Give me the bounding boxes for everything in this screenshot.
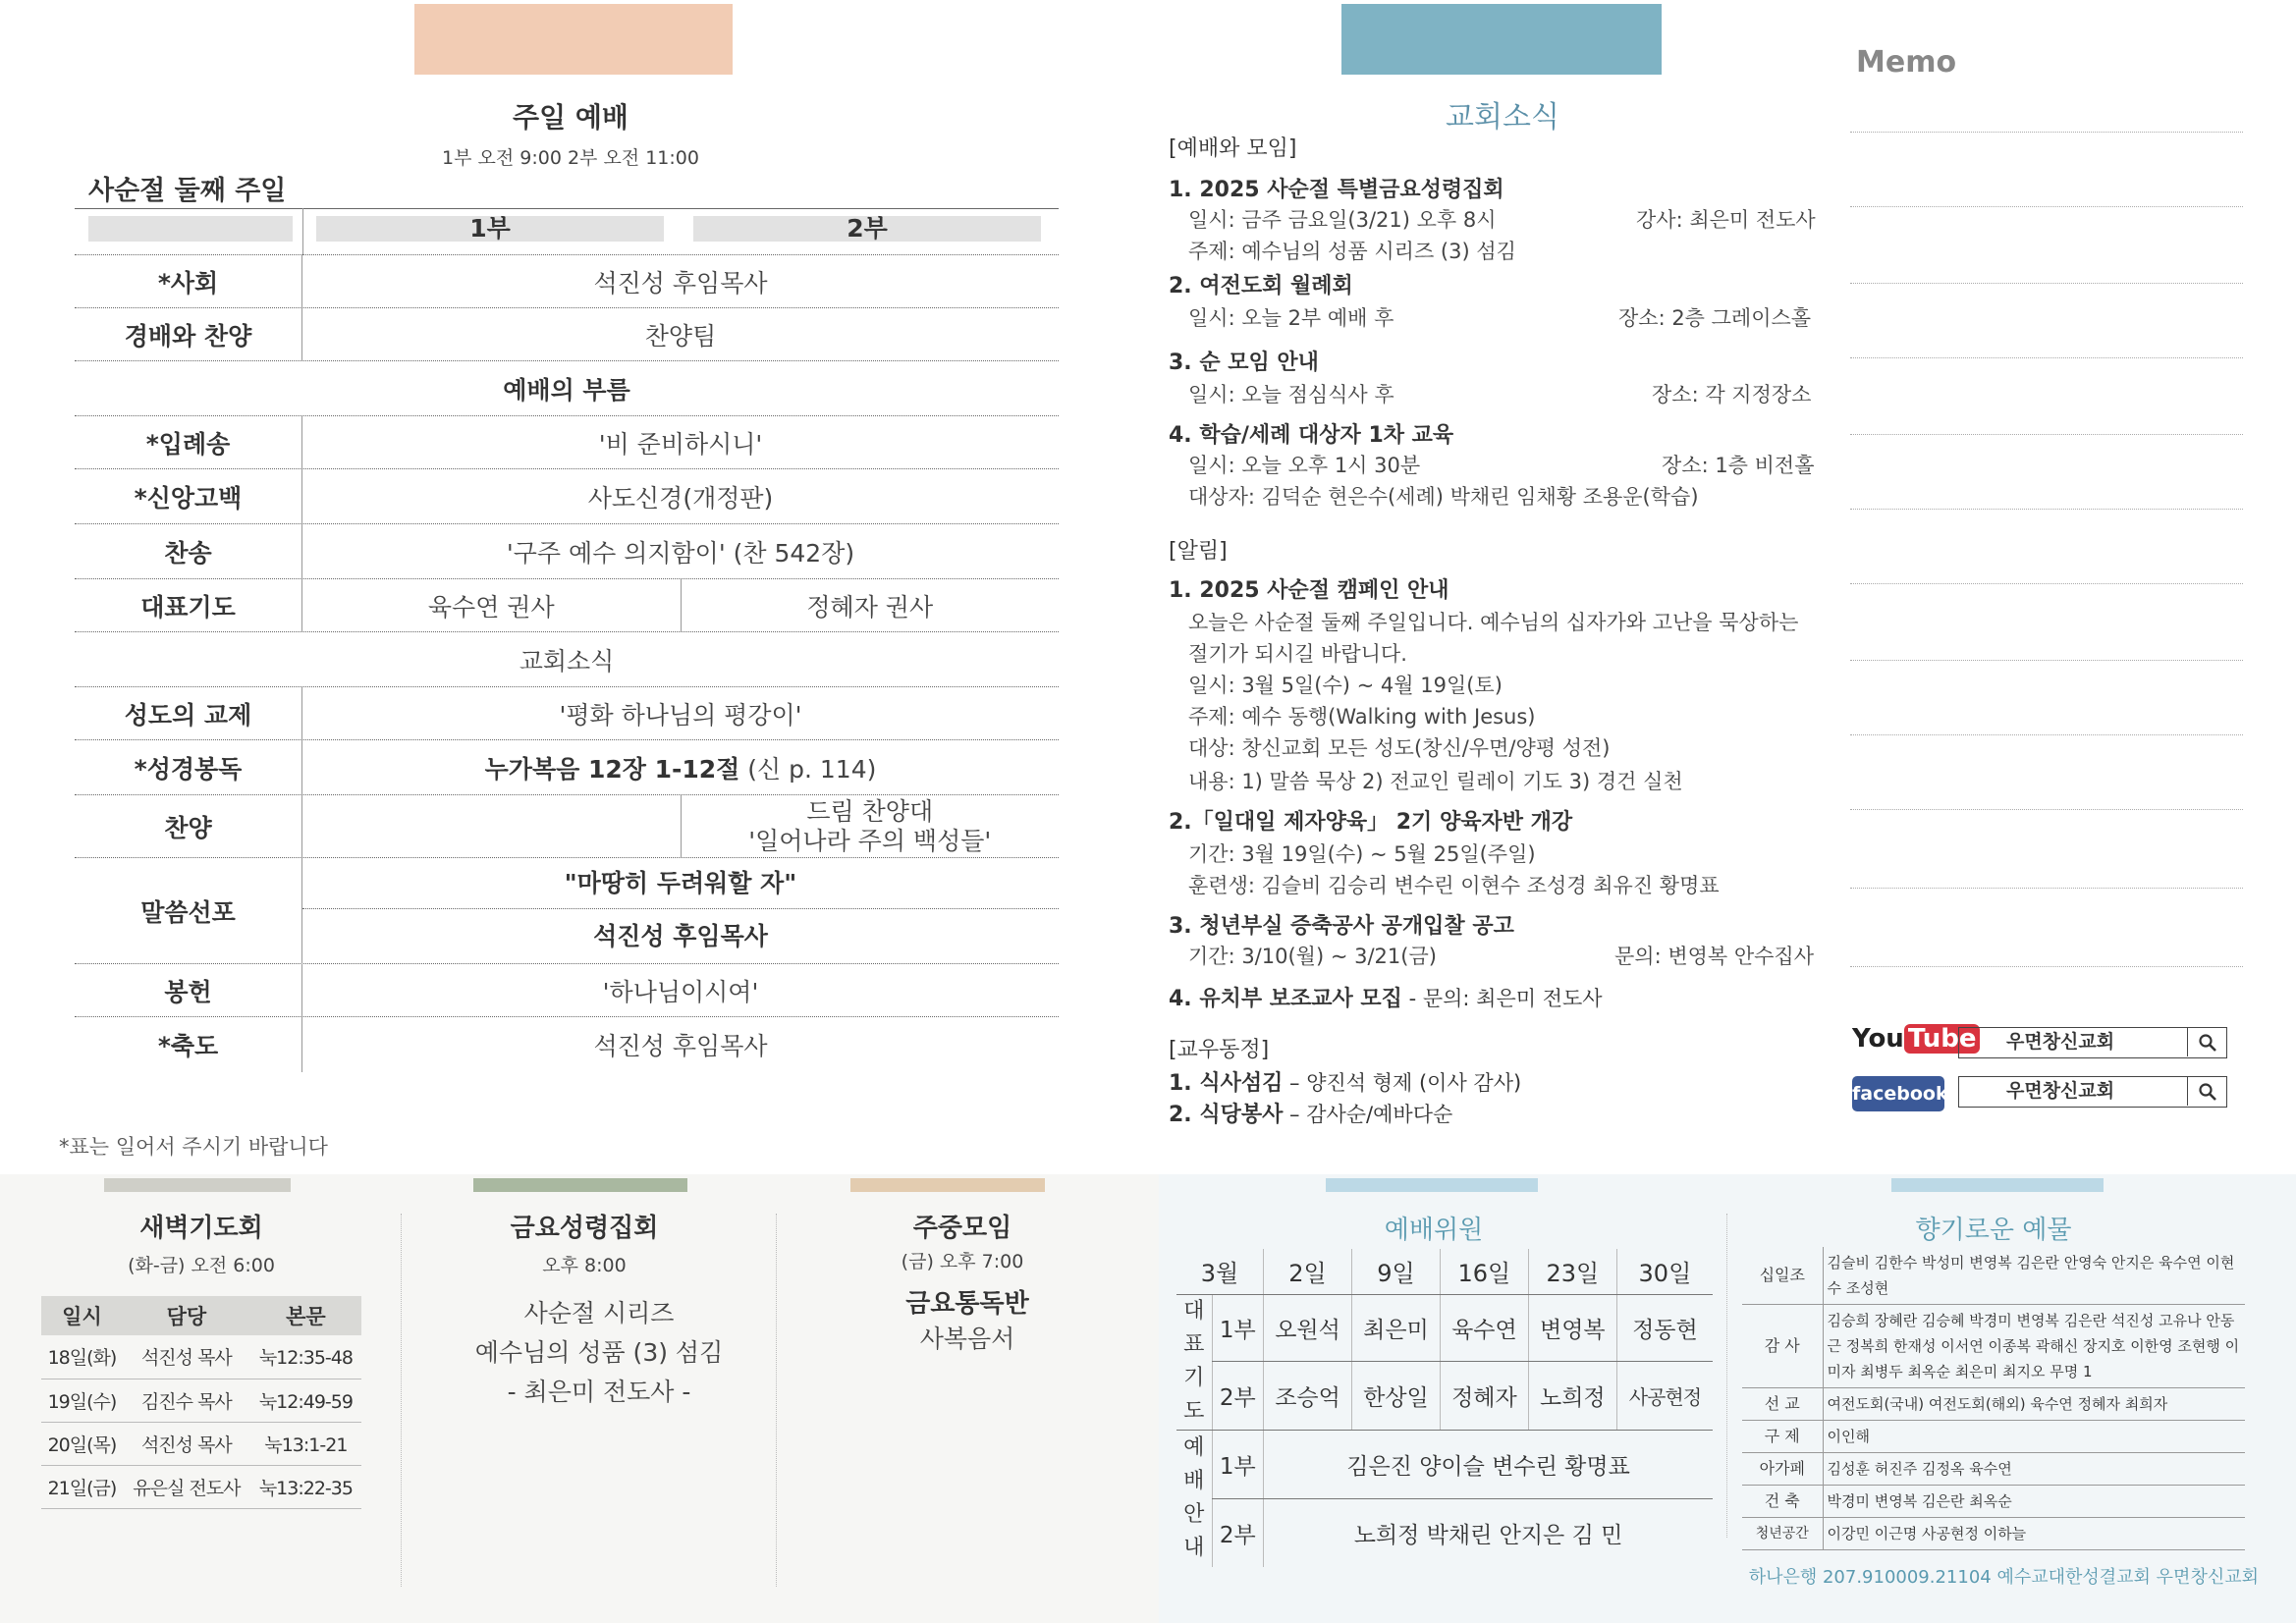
label-char: 배 (1183, 1469, 1205, 1494)
news-item-right: 문의: 변영복 안수집사 (1614, 945, 1814, 968)
order-row-host (75, 255, 1059, 308)
order-label: 말씀선포 (75, 858, 302, 964)
choir-song: '일어나라 주의 백성들' (748, 826, 992, 855)
memo-line[interactable] (1850, 966, 2243, 967)
news-item-line: 기간: 3월 19일(수) ~ 5월 25일(주일) (1188, 842, 1536, 866)
member-item-title: 2. 식당봉사 (1169, 1103, 1284, 1127)
order-value (302, 750, 1059, 785)
header-bar-middle (1341, 4, 1662, 75)
order-label: 대표기도 (75, 579, 302, 631)
table-cell: 노희정 (1528, 1361, 1616, 1430)
order-value: 석진성 후임목사 (593, 268, 768, 298)
worship-week: 사순절 둘째 주일 (88, 176, 287, 206)
order-label: 경배와 찬양 (75, 308, 302, 360)
youtube-search-box[interactable] (1958, 1027, 2227, 1058)
table-row (1176, 1361, 1713, 1430)
news-item-line: 내용: 1) 말씀 묵상 2) 전교인 릴레이 기도 3) 경건 실천 (1188, 770, 1683, 793)
order-row-choir (75, 795, 1059, 858)
news-item-heading: 3. 청년부실 증축공사 공개입찰 공고 (1169, 914, 1514, 939)
midweek-body (815, 1286, 1120, 1357)
table-cell: 18일(화) (41, 1335, 123, 1379)
order-label: 봉헌 (75, 964, 302, 1016)
order-row-hymn (75, 524, 1059, 579)
label-char: 예 (1183, 1435, 1205, 1461)
search-icon[interactable] (2187, 1028, 2226, 1056)
order-row-call (75, 361, 1059, 416)
news-item-right: 장소: 2층 그레이스홀 (1618, 306, 1812, 330)
order-value: 사도신경(개정판) (587, 483, 774, 513)
order-label: *사회 (75, 255, 302, 307)
committee-month: 3월 (1176, 1249, 1264, 1294)
offering-category: 아가페 (1742, 1453, 1823, 1486)
table-cell: 사공현정 (1616, 1361, 1713, 1430)
table-header-row (41, 1296, 361, 1335)
memo-line[interactable] (1850, 283, 2243, 284)
scripture-passage: 누가복음 12장 1-12절 (484, 754, 740, 784)
offering-bar (1891, 1178, 2104, 1192)
table-row (41, 1335, 361, 1379)
news-item-heading: 1. 2025 사순절 캠페인 안내 (1169, 578, 1449, 603)
news-item-line: 대상: 창신교회 모든 성도(창신/우면/양평 성전) (1188, 736, 1611, 760)
table-row (1176, 1430, 1713, 1498)
committee-guide-label (1176, 1430, 1212, 1567)
committee-date: 23일 (1528, 1249, 1616, 1294)
memo-line[interactable] (1850, 434, 2243, 435)
label-char: 표 (1183, 1332, 1205, 1357)
committee-service: 2부 (1212, 1498, 1264, 1567)
news-item-right: 장소: 1층 비전홀 (1662, 454, 1815, 477)
news-item-heading: 2. 여전도회 월례회 (1169, 274, 1353, 298)
table-cell: 21일(금) (41, 1465, 123, 1508)
table-row (1742, 1388, 2245, 1421)
midweek-bar (850, 1178, 1045, 1192)
offering-category: 선 교 (1742, 1388, 1823, 1421)
order-row-sermon (75, 858, 1059, 964)
memo-line[interactable] (1850, 357, 2243, 358)
offering-category: 청년공간 (1742, 1518, 1823, 1550)
table-cell: 김은진 양이슬 변수린 황명표 (1264, 1430, 1713, 1498)
committee-table (1176, 1249, 1713, 1567)
memo-line[interactable] (1850, 888, 2243, 889)
order-label: 찬송 (75, 524, 302, 578)
section-divider (401, 1214, 402, 1587)
table-cell: 최은미 (1351, 1294, 1440, 1361)
table-cell: 눅13:22-35 (250, 1465, 361, 1508)
table-cell: 김진수 목사 (123, 1379, 250, 1422)
label-char: 도 (1183, 1399, 1205, 1424)
worship-title: 주일 예배 (513, 101, 629, 134)
order-label: *입례송 (75, 416, 302, 468)
table-cell: 19일(수) (41, 1379, 123, 1422)
friday-speaker: - 최은미 전도사 - (507, 1378, 691, 1406)
label-char: 안 (1183, 1502, 1205, 1528)
header-service-1: 1부 (316, 216, 664, 242)
order-row-prayer (75, 579, 1059, 632)
scripture-page: (신 p. 114) (747, 754, 877, 784)
news-member-item (1169, 1066, 1521, 1097)
search-icon[interactable] (2187, 1077, 2226, 1106)
order-value: 교회소식 (519, 646, 615, 676)
offering-names: 김성훈 허진주 김정옥 육수연 (1823, 1453, 2245, 1486)
news-item-heading: 4. 학습/세례 대상자 1차 교육 (1169, 423, 1454, 448)
offering-names: 박경미 변영복 김은란 최옥순 (1823, 1486, 2245, 1518)
table-cell: 조승억 (1264, 1361, 1352, 1430)
order-value: '비 준비하시니' (598, 429, 763, 459)
header-divider (302, 208, 303, 255)
sermon-preacher: 석진성 후임목사 (593, 922, 768, 950)
order-value: '하나님이시여' (602, 977, 759, 1006)
member-item-detail: – 감사순/예바다순 (1283, 1103, 1453, 1126)
news-item-line: 주제: 예수 동행(Walking with Jesus) (1188, 705, 1536, 729)
order-label: *축도 (75, 1017, 302, 1072)
table-cell: 20일(목) (41, 1422, 123, 1465)
memo-line[interactable] (1850, 734, 2243, 735)
committee-service: 1부 (1212, 1294, 1264, 1361)
memo-line[interactable] (1850, 206, 2243, 207)
news-item-line: 기간: 3/10(월) ~ 3/21(금) (1188, 945, 1437, 968)
order-row-creed (75, 469, 1059, 524)
midweek-time: (금) 오후 7:00 (901, 1251, 1024, 1272)
news-item-right: 강사: 최은미 전도사 (1636, 208, 1816, 232)
label-char: 기 (1183, 1366, 1205, 1390)
facebook-search-box[interactable] (1958, 1076, 2227, 1108)
table-row (1742, 1518, 2245, 1550)
friday-bar (473, 1178, 687, 1192)
order-value: '구주 예수 의지함이' (찬 542장) (506, 538, 855, 568)
news-item-contact: - 문의: 최은미 전도사 (1401, 987, 1603, 1010)
midweek-group: 금요통독반 (905, 1289, 1029, 1319)
news-item-line: 일시: 오늘 오후 1시 30분 (1188, 454, 1421, 477)
news-item-heading (1169, 982, 1603, 1012)
news-item-line: 오늘은 사순절 둘째 주일입니다. 예수님의 십자가와 고난을 묵상하는 (1188, 611, 1799, 634)
dawn-table (41, 1296, 361, 1509)
news-item-heading: 2.「일대일 제자양육」 2기 양육자반 개강 (1169, 810, 1573, 835)
stand-note: *표는 일어서 주시기 바랍니다 (59, 1135, 328, 1159)
news-item-line: 일시: 3월 5일(수) ~ 4월 19일(토) (1188, 674, 1503, 697)
memo-title: Memo (1856, 45, 1957, 80)
friday-series: 사순절 시리즈 (523, 1299, 675, 1327)
worship-time: 1부 오전 9:00 2부 오전 11:00 (442, 147, 699, 169)
facebook-page-name: 우면창신교회 (2006, 1080, 2115, 1102)
order-row-fellowship (75, 687, 1059, 740)
table-cell: 정혜자 (1440, 1361, 1528, 1430)
table-row (1742, 1453, 2245, 1486)
section-divider (1726, 1214, 1727, 1538)
memo-line[interactable] (1850, 809, 2243, 810)
youtube-logo[interactable] (1852, 1021, 1977, 1056)
committee-title: 예배위원 (1384, 1216, 1484, 1245)
order-row-news (75, 632, 1059, 687)
table-cell: 정동현 (1616, 1294, 1713, 1361)
friday-time: 오후 8:00 (542, 1255, 627, 1276)
committee-service: 2부 (1212, 1361, 1264, 1430)
offering-title: 향기로운 예물 (1915, 1216, 2072, 1245)
order-value-service-2: 정혜자 권사 (806, 592, 934, 622)
offering-names: 여전도회(국내) 여전도회(해외) 육수연 정혜자 최희자 (1823, 1388, 2245, 1421)
news-item-line: 주제: 예수님의 성품 시리즈 (3) 섬김 (1188, 240, 1516, 263)
table-row (1742, 1247, 2245, 1305)
news-section-notices: [알림] (1169, 539, 1228, 564)
offering-category: 구 제 (1742, 1421, 1823, 1453)
order-label: 성도의 교제 (75, 687, 302, 739)
committee-date-row (1176, 1249, 1713, 1294)
order-value: 석진성 후임목사 (593, 1032, 768, 1060)
table-row (41, 1379, 361, 1422)
news-item-line: 절기가 되시길 바랍니다. (1188, 642, 1407, 666)
offering-names: 이강민 이근명 사공현정 이하늘 (1823, 1518, 2245, 1550)
offering-names: 김슬비 김한수 박성미 변영복 김은란 안영숙 안지은 육수연 이현수 조성현 (1823, 1247, 2245, 1305)
table-row (1742, 1421, 2245, 1453)
offering-category: 건 축 (1742, 1486, 1823, 1518)
header-bar-left (414, 4, 733, 75)
offering-table (1742, 1247, 2245, 1550)
label-char: 내 (1183, 1536, 1205, 1561)
table-cell: 한상일 (1351, 1361, 1440, 1430)
offering-category: 십일조 (1742, 1247, 1823, 1305)
table-cell: 오원석 (1264, 1294, 1352, 1361)
order-row-scripture (75, 740, 1059, 795)
news-item-right: 장소: 각 지정장소 (1652, 383, 1812, 406)
dawn-bar (104, 1178, 291, 1192)
order-value-service-1: 육수연 권사 (302, 579, 682, 631)
midweek-book: 사복음서 (919, 1325, 1015, 1353)
header-blank-cell (88, 216, 293, 242)
committee-date: 30일 (1616, 1249, 1713, 1294)
friday-body (412, 1294, 786, 1412)
committee-bar (1326, 1178, 1538, 1192)
committee-service: 1부 (1212, 1430, 1264, 1498)
news-item-heading: 1. 2025 사순절 특별금요성령집회 (1169, 178, 1504, 202)
label-char: 대 (1183, 1299, 1205, 1324)
offering-names: 김승희 장혜란 김승혜 박경미 변영복 김은란 석진성 고유나 안동근 정복희 한재성 이서연 이종복 곽해신 장지호 이한영 조현행 이미자 최병두 최옥순 최은미 최지오 무명 1 (1823, 1305, 2245, 1388)
dawn-title: 새벽기도회 (139, 1214, 263, 1243)
youtube-logo-you: You (1852, 1024, 1904, 1054)
news-section-members: [교우동정] (1169, 1038, 1270, 1062)
news-section-meetings: [예배와 모임] (1169, 136, 1297, 161)
table-cell: 유은실 전도사 (123, 1465, 250, 1508)
news-item-heading: 3. 순 모임 안내 (1169, 351, 1319, 375)
table-cell: 눅13:1-21 (250, 1422, 361, 1465)
table-header: 담당 (123, 1296, 250, 1335)
order-value-service-1 (302, 795, 682, 857)
news-title: 교회소식 (1446, 100, 1559, 135)
committee-date: 9일 (1351, 1249, 1440, 1294)
member-item-title: 1. 식사섬김 (1169, 1071, 1284, 1096)
memo-line[interactable] (1850, 660, 2243, 661)
table-row (41, 1422, 361, 1465)
order-row-praise (75, 308, 1059, 361)
memo-line[interactable] (1850, 583, 2243, 584)
youtube-channel-name: 우면창신교회 (2006, 1031, 2115, 1053)
friday-title: 금요성령집회 (510, 1214, 659, 1243)
table-cell: 눅12:49-59 (250, 1379, 361, 1422)
order-row-offering (75, 964, 1059, 1017)
table-header: 본문 (250, 1296, 361, 1335)
news-item-line: 일시: 오늘 점심식사 후 (1188, 383, 1394, 406)
committee-prayer-label (1176, 1294, 1212, 1430)
table-cell: 노희정 박채린 안지은 김 민 (1264, 1498, 1713, 1567)
order-row-benediction (75, 1017, 1059, 1072)
order-value: '평화 하나님의 평강이' (559, 700, 802, 730)
friday-topic: 예수님의 성품 (3) 섬김 (474, 1338, 724, 1367)
table-cell: 육수연 (1440, 1294, 1528, 1361)
order-value-service-2 (682, 795, 1060, 857)
table-row (1742, 1486, 2245, 1518)
member-item-detail: – 양진석 형제 (이사 감사) (1283, 1071, 1522, 1095)
youtube-logo-tube: Tube (1904, 1024, 1981, 1054)
news-item-title: 4. 유치부 보조교사 모집 (1169, 987, 1402, 1011)
news-item-line: 훈련생: 김슬비 김승리 변수린 이현수 조성경 최유진 황명표 (1188, 874, 1720, 897)
table-cell: 석진성 목사 (123, 1422, 250, 1465)
table-row (1742, 1305, 2245, 1388)
table-cell: 눅12:35-48 (250, 1335, 361, 1379)
table-header: 일시 (41, 1296, 123, 1335)
bank-account: 하나은행 207.910009.21104 예수교대한성결교회 우면창신교회 (1748, 1567, 2259, 1588)
order-row-opening (75, 416, 1059, 469)
sermon-title: "마땅히 두려워할 자" (302, 858, 1059, 909)
order-label: *성경봉독 (75, 740, 302, 794)
facebook-logo[interactable]: facebook (1852, 1076, 1944, 1111)
memo-line[interactable] (1850, 132, 2243, 133)
news-item-line: 일시: 오늘 2부 예배 후 (1188, 306, 1394, 330)
order-label: *신앙고백 (75, 469, 302, 523)
committee-date: 16일 (1440, 1249, 1528, 1294)
order-value: 찬양팀 (644, 321, 717, 351)
dawn-time: (화-금) 오전 6:00 (128, 1255, 275, 1276)
header-service-2: 2부 (693, 216, 1041, 242)
choir-name: 드림 찬양대 (806, 796, 934, 826)
midweek-title: 주중모임 (912, 1214, 1012, 1243)
offering-names: 이인해 (1823, 1421, 2245, 1453)
memo-line[interactable] (1850, 509, 2243, 510)
offering-category: 감 사 (1742, 1305, 1823, 1388)
news-item-line: 일시: 금주 금요일(3/21) 오후 8시 (1188, 208, 1497, 232)
order-value: 예배의 부름 (503, 375, 630, 405)
order-label: 찬양 (75, 795, 302, 857)
table-row (41, 1465, 361, 1508)
news-item-line: 대상자: 김덕순 현은수(세례) 박채린 임채황 조용운(학습) (1188, 485, 1699, 509)
table-row (1176, 1498, 1713, 1567)
news-member-item (1169, 1098, 1452, 1128)
committee-date: 2일 (1264, 1249, 1352, 1294)
table-cell: 변영복 (1528, 1294, 1616, 1361)
table-cell: 석진성 목사 (123, 1335, 250, 1379)
table-row (1176, 1294, 1713, 1361)
